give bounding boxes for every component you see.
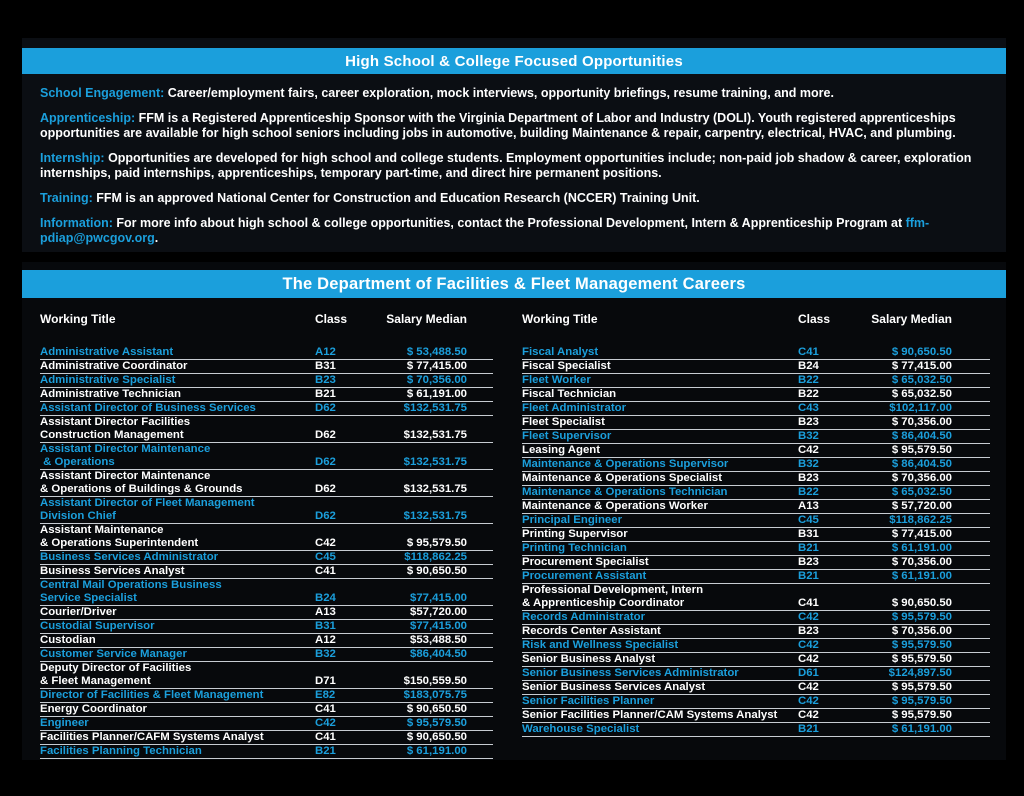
info-paragraph	[40, 86, 988, 101]
row-working-title: Fiscal Analyst	[522, 346, 599, 358]
table-row	[522, 374, 990, 388]
row-salary-median: $ 53,488.50	[406, 346, 467, 358]
row-working-title: Procurement Specialist	[522, 556, 649, 568]
table-row	[40, 388, 493, 402]
table-row	[522, 584, 990, 611]
row-class: C41	[315, 703, 336, 715]
table-row	[522, 500, 990, 514]
row-salary-median: $183,075.75	[403, 689, 467, 701]
row-salary-median: $ 86,404.50	[891, 458, 952, 470]
paragraph-label: Internship:	[40, 151, 105, 165]
info-paragraph	[40, 151, 988, 181]
table-row	[40, 470, 493, 497]
table-row	[522, 611, 990, 625]
row-salary-median: $ 61,191.00	[891, 542, 952, 554]
row-working-title: Central Mail Operations Business Service Specialist	[40, 579, 222, 604]
table-row	[40, 402, 493, 416]
row-working-title: Warehouse Specialist	[522, 723, 640, 735]
row-salary-median: $150,559.50	[403, 675, 467, 687]
row-salary-median: $ 61,191.00	[891, 570, 952, 582]
column-header-salary-median: Salary Median	[871, 312, 952, 326]
row-class: C45	[798, 514, 819, 526]
row-working-title: Administrative Coordinator	[40, 360, 188, 372]
table-row	[522, 556, 990, 570]
row-salary-median: $ 86,404.50	[891, 430, 952, 442]
row-working-title: Custodial Supervisor	[40, 620, 155, 632]
row-salary-median: $ 95,579.50	[891, 681, 952, 693]
row-class: A13	[315, 606, 336, 618]
table-row	[40, 497, 493, 524]
row-working-title: Principal Engineer	[522, 514, 623, 526]
row-class: C42	[798, 681, 819, 693]
email-link[interactable]: ffm-pdiap@pwcgov.org	[40, 216, 930, 245]
row-salary-median: $124,897.50	[888, 667, 952, 679]
paragraph-label: Training:	[40, 191, 93, 205]
row-salary-median: $ 57,720.00	[891, 500, 952, 512]
row-salary-median: $53,488.50	[409, 634, 467, 646]
paragraph-label: Information:	[40, 216, 113, 230]
paragraph-text: FFM is a Registered Apprenticeship Sponsor with the Virginia Department of Labor and Industry (DOLI). Youth registered apprenticeships opportunities are available for high school seniors including jobs in automotive, building Maintenance & repair, carpentry, electrical, HVAC, and plumbing.	[40, 111, 956, 140]
column-header-working-title: Working Title	[40, 312, 116, 326]
table-body-right	[522, 346, 990, 737]
section2-header-bar	[22, 270, 1006, 298]
row-working-title: Printing Supervisor	[522, 528, 628, 540]
row-class: B24	[315, 592, 336, 604]
row-salary-median: $ 90,650.50	[406, 731, 467, 743]
row-class: D62	[315, 429, 336, 441]
row-working-title: Records Administrator	[522, 611, 645, 623]
row-working-title: Administrative Specialist	[40, 374, 176, 386]
row-class: E82	[315, 689, 336, 701]
row-class: B32	[315, 648, 336, 660]
table-row	[40, 731, 493, 745]
row-class: B31	[315, 360, 336, 372]
row-salary-median: $132,531.75	[403, 402, 467, 414]
table-row	[522, 542, 990, 556]
row-class: C42	[798, 709, 819, 721]
table-row	[522, 402, 990, 416]
row-working-title: Assistant Director of Business Services	[40, 402, 256, 414]
row-class: D62	[315, 456, 336, 468]
row-working-title: Engineer	[40, 717, 89, 729]
row-working-title: Custodian	[40, 634, 96, 646]
row-salary-median: $ 95,579.50	[891, 695, 952, 707]
section1-paragraphs	[22, 74, 1006, 246]
row-class: C42	[798, 611, 819, 623]
row-class: C42	[798, 695, 819, 707]
row-salary-median: $77,415.00	[409, 620, 467, 632]
row-working-title: Courier/Driver	[40, 606, 117, 618]
row-salary-median: $118,862.25	[889, 514, 952, 526]
row-working-title: Fiscal Specialist	[522, 360, 611, 372]
row-salary-median: $ 61,191.00	[891, 723, 952, 735]
row-class: B32	[798, 458, 819, 470]
row-working-title: Maintenance & Operations Supervisor	[522, 458, 729, 470]
careers-table-left	[40, 312, 493, 759]
row-salary-median: $ 95,579.50	[891, 444, 952, 456]
row-salary-median: $ 90,650.50	[891, 346, 952, 358]
row-class: B23	[798, 416, 819, 428]
table-row	[40, 565, 493, 579]
section2-title: The Department of Facilities & Fleet Management Careers	[282, 274, 746, 293]
row-class: A12	[315, 346, 336, 358]
table-header-row	[40, 312, 493, 326]
row-class: C42	[798, 653, 819, 665]
row-salary-median: $ 65,032.50	[891, 486, 952, 498]
row-class: C42	[798, 639, 819, 651]
row-working-title: Assistant Director Facilities Construction Management	[40, 416, 191, 441]
row-working-title: Maintenance & Operations Specialist	[522, 472, 723, 484]
row-salary-median: $ 65,032.50	[891, 374, 952, 386]
row-class: C42	[315, 537, 336, 549]
row-salary-median: $ 95,579.50	[406, 537, 467, 549]
paragraph-text: FFM is an approved National Center for Construction and Education Research (NCCER) Training Unit.	[92, 191, 700, 205]
row-class: B31	[315, 620, 336, 632]
row-class: C42	[315, 717, 336, 729]
row-class: A12	[315, 634, 336, 646]
row-salary-median: $132,531.75	[403, 456, 467, 468]
row-class: B22	[798, 374, 819, 386]
row-class: C41	[315, 731, 336, 743]
table-row	[522, 514, 990, 528]
row-salary-median: $ 77,415.00	[891, 360, 952, 372]
table-row	[40, 416, 493, 443]
row-salary-median: $ 70,356.00	[891, 625, 952, 637]
row-salary-median: $ 95,579.50	[891, 611, 952, 623]
section1-header-bar	[22, 48, 1006, 74]
row-working-title: Assistant Director of Fleet Management Division Chief	[40, 497, 255, 522]
row-working-title: Leasing Agent	[522, 444, 601, 456]
table-row	[522, 653, 990, 667]
row-salary-median: $ 95,579.50	[891, 709, 952, 721]
row-working-title: Fleet Administrator	[522, 402, 627, 414]
table-row	[40, 374, 493, 388]
row-working-title: Facilities Planner/CAFM Systems Analyst	[40, 731, 264, 743]
row-class: B31	[798, 528, 819, 540]
row-salary-median: $ 77,415.00	[891, 528, 952, 540]
row-working-title: Assistant Director Maintenance & Operations	[40, 443, 211, 468]
row-salary-median: $ 95,579.50	[891, 653, 952, 665]
table-row	[522, 528, 990, 542]
row-salary-median: $ 95,579.50	[406, 717, 467, 729]
row-class: B32	[798, 430, 819, 442]
table-row	[40, 745, 493, 759]
row-salary-median: $ 65,032.50	[891, 388, 952, 400]
table-row	[40, 360, 493, 374]
section-high-school-college	[22, 38, 1006, 252]
row-working-title: Records Center Assistant	[522, 625, 661, 637]
row-salary-median: $ 70,356.00	[891, 556, 952, 568]
column-header-salary-median: Salary Median	[386, 312, 467, 326]
table-row	[522, 681, 990, 695]
info-paragraph	[40, 216, 988, 246]
row-class: B23	[315, 374, 336, 386]
row-working-title: Facilities Planning Technician	[40, 745, 202, 757]
column-header-working-title: Working Title	[522, 312, 598, 326]
paragraph-label: School Engagement:	[40, 86, 165, 100]
row-working-title: Maintenance & Operations Worker	[522, 500, 708, 512]
table-row	[522, 416, 990, 430]
table-row	[522, 639, 990, 653]
table-row	[40, 717, 493, 731]
table-row	[40, 579, 493, 606]
column-header-class: Class	[798, 312, 831, 326]
row-class: D62	[315, 402, 336, 414]
row-salary-median: $ 90,650.50	[891, 597, 952, 609]
table-row	[522, 388, 990, 402]
info-paragraph	[40, 111, 988, 141]
row-salary-median: $ 77,415.00	[406, 360, 467, 372]
paragraph-text: Career/employment fairs, career exploration, mock interviews, opportunity briefings, resume training, and more.	[164, 86, 834, 100]
table-row	[522, 346, 990, 360]
row-working-title: Director of Facilities & Fleet Management	[40, 689, 264, 701]
row-working-title: Administrative Assistant	[40, 346, 174, 358]
table-row	[522, 444, 990, 458]
row-salary-median: $ 61,191.00	[406, 388, 467, 400]
row-class: C42	[798, 444, 819, 456]
row-working-title: Business Services Administrator	[40, 551, 219, 563]
row-working-title: Senior Business Analyst	[522, 653, 656, 665]
table-row	[522, 570, 990, 584]
row-working-title: Customer Service Manager	[40, 648, 187, 660]
row-working-title: Risk and Wellness Specialist	[522, 639, 679, 651]
table-row	[40, 703, 493, 717]
row-class: B21	[798, 542, 819, 554]
table-row	[40, 620, 493, 634]
row-salary-median: $ 95,579.50	[891, 639, 952, 651]
row-working-title: Procurement Assistant	[522, 570, 647, 582]
paragraph-text: Opportunities are developed for high school and college students. Employment opportunities include; non-paid job shadow & career, exploration internships, paid internships, apprenticeships, temporary part-time, and direct hire permanent positions.	[40, 151, 972, 180]
row-class: A13	[798, 500, 819, 512]
table-row	[522, 723, 990, 737]
table-row	[40, 606, 493, 620]
row-class: C41	[798, 346, 819, 358]
row-working-title: Fleet Specialist	[522, 416, 605, 428]
table-row	[522, 667, 990, 681]
row-salary-median: $86,404.50	[409, 648, 467, 660]
row-class: C43	[798, 402, 819, 414]
row-class: B23	[798, 556, 819, 568]
row-working-title: Fiscal Technician	[522, 388, 617, 400]
table-row	[522, 486, 990, 500]
section1-title: High School & College Focused Opportunities	[345, 52, 683, 70]
row-salary-median: $77,415.00	[409, 592, 467, 604]
row-working-title: Deputy Director of Facilities & Fleet Management	[40, 662, 192, 687]
row-working-title: Fleet Supervisor	[522, 430, 612, 442]
table-row	[40, 346, 493, 360]
row-salary-median: $102,117.00	[889, 402, 952, 414]
row-class: C45	[315, 551, 336, 563]
table-row	[522, 472, 990, 486]
row-working-title: Assistant Director Maintenance & Operations of Buildings & Grounds	[40, 470, 243, 495]
row-salary-median: $132,531.75	[403, 429, 467, 441]
row-class: B22	[798, 388, 819, 400]
table-row	[522, 360, 990, 374]
row-class: D71	[315, 675, 336, 687]
careers-table-right	[522, 312, 990, 737]
paragraph-suffix: .	[154, 231, 159, 245]
table-row	[522, 625, 990, 639]
row-salary-median: $132,531.75	[403, 483, 467, 495]
row-salary-median: $ 70,356.00	[406, 374, 467, 386]
row-working-title: Maintenance & Operations Technician	[522, 486, 728, 498]
row-class: D62	[315, 483, 336, 495]
table-row	[522, 458, 990, 472]
row-salary-median: $ 70,356.00	[891, 472, 952, 484]
row-working-title: Senior Business Services Analyst	[522, 681, 706, 693]
row-class: B21	[798, 570, 819, 582]
table-row	[522, 430, 990, 444]
table-header-row	[522, 312, 990, 326]
row-working-title: Energy Coordinator	[40, 703, 147, 715]
table-row	[40, 524, 493, 551]
row-salary-median: $132,531.75	[403, 510, 467, 522]
row-working-title: Business Services Analyst	[40, 565, 185, 577]
paragraph-label: Apprenticeship:	[40, 111, 136, 125]
table-row	[522, 709, 990, 723]
row-salary-median: $ 70,356.00	[891, 416, 952, 428]
row-working-title: Printing Technician	[522, 542, 627, 554]
table-body-left	[40, 346, 493, 759]
column-header-class: Class	[315, 312, 348, 326]
row-salary-median: $57,720.00	[409, 606, 467, 618]
row-class: D62	[315, 510, 336, 522]
table-row	[40, 662, 493, 689]
row-working-title: Senior Facilities Planner/CAM Systems Analyst	[522, 709, 778, 721]
table-row	[522, 695, 990, 709]
row-salary-median: $ 61,191.00	[406, 745, 467, 757]
row-working-title: Senior Business Services Administrator	[522, 667, 739, 679]
row-class: B22	[798, 486, 819, 498]
table-row	[40, 648, 493, 662]
row-salary-median: $ 90,650.50	[406, 703, 467, 715]
row-class: B21	[798, 723, 819, 735]
row-class: B21	[315, 745, 336, 757]
table-row	[40, 689, 493, 703]
table-row	[40, 634, 493, 648]
row-class: C41	[315, 565, 336, 577]
row-working-title: Senior Facilities Planner	[522, 695, 655, 707]
row-class: B21	[315, 388, 336, 400]
row-class: B24	[798, 360, 819, 372]
row-working-title: Administrative Technician	[40, 388, 181, 400]
info-paragraph	[40, 191, 988, 206]
row-salary-median: $ 90,650.50	[406, 565, 467, 577]
row-working-title: Professional Development, Intern & Apprenticeship Coordinator	[522, 584, 704, 609]
table-row	[40, 443, 493, 470]
table-row	[40, 551, 493, 565]
row-class: B23	[798, 472, 819, 484]
row-working-title: Assistant Maintenance & Operations Superintendent	[40, 524, 199, 549]
row-class: D61	[798, 667, 819, 679]
row-class: B23	[798, 625, 819, 637]
row-class: C41	[798, 597, 819, 609]
row-working-title: Fleet Worker	[522, 374, 591, 386]
row-salary-median: $118,862.25	[404, 551, 467, 563]
paragraph-text: For more info about high school & college opportunities, contact the Professional Development, Intern & Apprenticeship Program at	[112, 216, 906, 230]
